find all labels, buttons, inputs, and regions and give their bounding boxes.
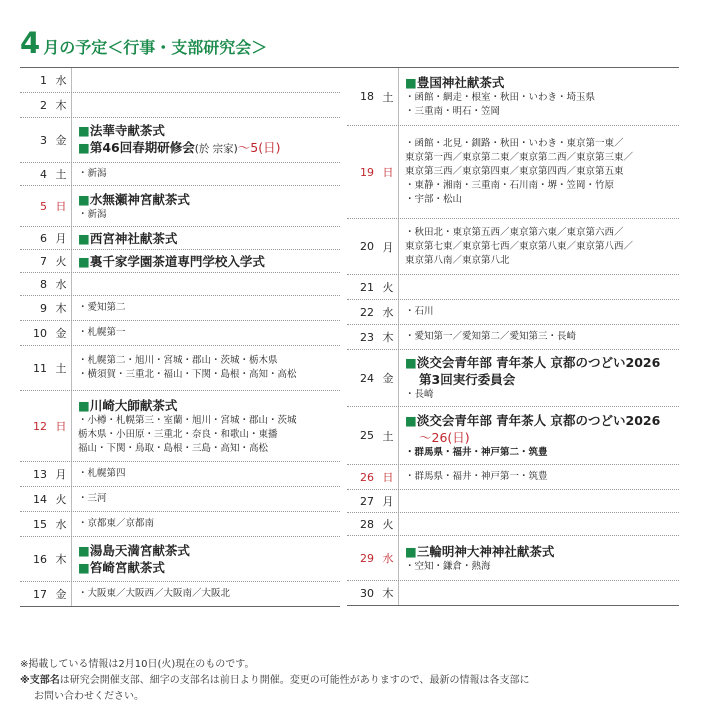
weekday: 日 <box>382 471 394 484</box>
branch-list: ・愛知第二 <box>78 302 126 313</box>
footnote-2-bold: ※支部名 <box>20 675 60 686</box>
weekday: 土 <box>55 168 67 181</box>
event-title <box>405 354 679 371</box>
event-title <box>78 191 340 208</box>
day-number: 26 <box>360 470 374 484</box>
schedule-row <box>20 227 340 250</box>
schedule-row <box>20 250 340 273</box>
weekday: 火 <box>382 281 394 294</box>
day-content <box>398 350 679 406</box>
day-content <box>398 407 679 464</box>
schedule-row <box>20 537 340 582</box>
day-number: 19 <box>360 165 374 179</box>
day-number: 11 <box>33 361 47 375</box>
weekday: 月 <box>382 240 394 254</box>
event-subtitle: 第3回実行委員会 <box>419 372 516 387</box>
event-text: 裏千家学園茶道専門学校入学式 <box>89 253 265 269</box>
green-square-icon: ■ <box>405 412 417 428</box>
page-header <box>20 26 267 66</box>
branch-list: 東京第八南／東京第八北 <box>405 254 510 266</box>
weekday: 木 <box>382 587 394 600</box>
weekday: 水 <box>382 306 394 319</box>
day-number: 5 <box>40 199 47 213</box>
footnote-3: お問い合わせください。 <box>34 691 144 702</box>
schedule-row <box>347 490 679 513</box>
schedule-row <box>347 219 679 275</box>
day-content <box>398 300 679 324</box>
schedule-row <box>347 325 679 350</box>
month-number: 4 <box>20 26 41 60</box>
schedule-row <box>347 350 679 407</box>
branch-list: 栃木県・小田原・三重北・奈良・和歌山・東播 <box>78 428 278 440</box>
weekday: 日 <box>55 200 67 213</box>
event-text: 水無瀬神宮献茶式 <box>89 191 190 207</box>
branch-list: ・大阪東／大阪西／大阪南／大阪北 <box>78 588 231 599</box>
branch-list: 東京第三西／東京第四東／東京第四西／東京第五東 <box>405 166 624 177</box>
day-number: 13 <box>33 467 47 481</box>
event-title <box>78 559 340 576</box>
day-number: 7 <box>40 254 47 268</box>
day-number: 20 <box>360 240 374 253</box>
weekday: 木 <box>55 302 67 315</box>
schedule-row <box>347 581 679 606</box>
schedule-row <box>20 462 340 487</box>
day-number: 21 <box>360 280 374 294</box>
event-title <box>405 74 679 91</box>
schedule-row <box>20 391 340 462</box>
weekday: 火 <box>55 493 67 506</box>
event-text: 淡交会青年部 青年茶人 京都のつどい2026 <box>416 412 661 428</box>
day-content <box>71 346 340 390</box>
branch-list: 福山・下関・鳥取・島根・三島・高知・高松 <box>78 442 269 454</box>
footnote-2-text: は研究会開催支部、細字の支部名は前日より開催。変更の可能性がありますので、最新の情報は各支部に <box>59 675 530 686</box>
branch-list: ・小樽・札幌第三・室蘭・旭川・宮城・郡山・茨城 <box>78 414 297 426</box>
day-content <box>398 513 679 535</box>
footnotes <box>20 657 530 705</box>
day-content <box>71 186 340 226</box>
green-square-icon: ■ <box>78 560 90 575</box>
weekday: 木 <box>55 553 67 566</box>
weekday: 日 <box>55 420 67 433</box>
day-number: 29 <box>360 551 374 565</box>
event-title <box>405 543 679 560</box>
schedule-row <box>347 536 679 581</box>
branch-list: ・東静・湘南・三重南・石川南・堺・笠岡・竹原 <box>405 180 615 191</box>
event-text: 湯島天満宮献茶式 <box>89 543 190 558</box>
branch-list: ・三河 <box>78 493 107 504</box>
weekday: 日 <box>382 166 394 179</box>
event-title <box>78 542 340 559</box>
event-title <box>405 412 679 429</box>
day-content <box>398 490 679 512</box>
weekday: 木 <box>55 99 67 112</box>
green-square-icon: ■ <box>78 543 90 558</box>
day-number: 28 <box>360 517 374 531</box>
day-content <box>398 275 679 299</box>
day-content <box>71 296 340 320</box>
day-content <box>71 163 340 185</box>
branch-list: ・札幌第二・旭川・宮城・郡山・茨城・栃木県 <box>78 355 278 366</box>
schedule-row <box>20 582 340 607</box>
day-number: 6 <box>40 231 47 245</box>
branch-list: ・秋田北・東京第五西／東京第六東／東京第六西／ <box>405 226 624 238</box>
branch-list: ・群馬県・福井・神戸第二・筑豊 <box>405 446 548 458</box>
weekday: 水 <box>55 518 67 531</box>
schedule-row <box>20 487 340 512</box>
weekday: 火 <box>55 255 67 268</box>
branch-list: ・石川 <box>405 306 434 317</box>
branch-list: ・函館・網走・根室・秋田・いわき・埼玉県 <box>405 92 596 103</box>
schedule-row <box>20 346 340 391</box>
day-number: 22 <box>360 305 374 319</box>
event-date-range <box>405 429 679 446</box>
schedule-row <box>347 513 679 536</box>
branch-list: ・新潟 <box>78 208 107 220</box>
schedule-row <box>347 126 679 219</box>
branch-list: ・新潟 <box>78 168 107 179</box>
event-text: 法華寺献茶式 <box>89 123 165 138</box>
event-text: 三輪明神大神神社献茶式 <box>416 543 555 559</box>
day-number: 16 <box>33 552 47 566</box>
day-content <box>398 536 679 580</box>
schedule-right-column <box>347 68 679 606</box>
day-content <box>398 219 679 274</box>
branch-list: 東京第七東／東京第七西／東京第八東／東京第八西／ <box>405 240 634 252</box>
event-title <box>78 230 340 247</box>
day-number: 15 <box>33 517 47 531</box>
green-square-icon: ■ <box>405 75 417 90</box>
green-square-icon: ■ <box>78 397 90 413</box>
branch-list: 東京第一西／東京第二東／東京第二西／東京第三東／ <box>405 152 634 163</box>
weekday: 月 <box>55 468 67 481</box>
day-content <box>398 126 679 218</box>
schedule-row <box>347 68 679 126</box>
event-text: 川崎大師献茶式 <box>89 397 178 413</box>
schedule-row <box>347 465 679 490</box>
green-square-icon: ■ <box>78 230 90 246</box>
weekday: 金 <box>382 372 394 385</box>
schedule-row <box>20 296 340 321</box>
schedule-left-column <box>20 68 340 607</box>
weekday: 金 <box>55 134 67 147</box>
day-content <box>71 582 340 606</box>
branch-list: ・長崎 <box>405 389 434 400</box>
branch-list: ・三重南・明石・笠岡 <box>405 106 501 117</box>
event-title <box>78 122 340 139</box>
branch-list: ・宇部・松山 <box>405 194 463 205</box>
day-content <box>71 487 340 511</box>
day-number: 17 <box>33 587 47 601</box>
event-title <box>78 253 340 270</box>
day-content <box>71 321 340 345</box>
weekday: 金 <box>55 588 67 601</box>
weekday: 月 <box>55 232 67 245</box>
day-content <box>398 68 679 125</box>
day-number: 30 <box>360 586 374 600</box>
weekday: 水 <box>55 278 67 291</box>
day-number: 1 <box>40 73 47 87</box>
event-venue: (於 宗家) <box>194 143 238 155</box>
schedule-row <box>20 321 340 346</box>
event-date-range-text: ～26(日) <box>419 429 470 445</box>
schedule-row <box>20 68 340 93</box>
weekday: 水 <box>382 552 394 565</box>
day-content <box>398 325 679 349</box>
event-date-range: ～5(日) <box>237 140 281 155</box>
weekday: 木 <box>382 331 394 344</box>
day-content <box>71 537 340 581</box>
day-number: 8 <box>40 277 47 291</box>
day-number: 18 <box>360 90 374 103</box>
day-content <box>398 581 679 605</box>
day-number: 4 <box>40 167 47 181</box>
page-title: 月の予定＜行事・支部研究会＞ <box>43 38 268 57</box>
branch-list: ・横須賀・三重北・福山・下関・島根・高知・高松 <box>78 369 297 380</box>
schedule-row <box>20 512 340 537</box>
branch-list: ・京都東／京都南 <box>78 518 155 529</box>
day-content <box>71 512 340 536</box>
day-number: 10 <box>33 326 47 340</box>
day-content <box>71 250 340 272</box>
event-text: 豊国神社献茶式 <box>416 75 505 90</box>
footnote-1: ※掲載している情報は2月10日(火)現在のものです。 <box>20 659 255 670</box>
green-square-icon: ■ <box>78 123 90 138</box>
schedule-row <box>347 407 679 465</box>
day-content <box>71 93 340 117</box>
event-text: 淡交会青年部 青年茶人 京都のつどい2026 <box>416 355 661 370</box>
branch-list: ・群馬県・福井・神戸第一・筑豊 <box>405 471 548 482</box>
schedule-row <box>20 118 340 163</box>
day-content <box>71 273 340 295</box>
branch-list: ・空知・鎌倉・熱海 <box>405 560 491 572</box>
schedule-row <box>20 93 340 118</box>
weekday: 水 <box>55 74 67 87</box>
branch-list: ・札幌第四 <box>78 468 126 479</box>
day-number: 12 <box>33 419 47 433</box>
event-title <box>78 139 340 158</box>
day-content <box>71 462 340 486</box>
day-number: 3 <box>40 133 47 147</box>
weekday: 土 <box>382 90 394 104</box>
event-text: 西宮神社献茶式 <box>89 230 178 246</box>
green-square-icon: ■ <box>78 253 90 269</box>
day-content <box>71 391 340 461</box>
green-square-icon: ■ <box>78 191 90 207</box>
weekday: 金 <box>55 327 67 340</box>
day-number: 27 <box>360 494 374 508</box>
green-square-icon: ■ <box>405 543 417 559</box>
branch-list: ・函館・北見・釧路・秋田・いわき・東京第一東／ <box>405 138 624 149</box>
day-number: 23 <box>360 330 374 344</box>
day-content <box>71 227 340 249</box>
weekday: 月 <box>382 495 394 508</box>
event-title <box>78 397 340 414</box>
day-content <box>71 68 340 92</box>
day-number: 14 <box>33 492 47 506</box>
schedule-row <box>20 273 340 296</box>
event-text: 第46回春期研修会 <box>89 140 195 155</box>
schedule-row <box>347 300 679 325</box>
schedule-row <box>20 186 340 227</box>
day-number: 9 <box>40 301 47 315</box>
weekday: 土 <box>382 429 394 443</box>
weekday: 土 <box>55 362 67 375</box>
green-square-icon: ■ <box>78 140 90 155</box>
schedule-row <box>20 163 340 186</box>
branch-list: ・愛知第一／愛知第二／愛知第三・長崎 <box>405 331 577 342</box>
branch-list: ・札幌第一 <box>78 327 126 338</box>
green-square-icon: ■ <box>405 355 417 370</box>
event-text: 笞崎宮献茶式 <box>89 560 165 575</box>
day-number: 25 <box>360 429 374 442</box>
footnote-2 <box>20 673 530 689</box>
weekday: 火 <box>382 518 394 531</box>
day-number: 24 <box>360 371 374 385</box>
day-content <box>398 465 679 489</box>
day-content <box>71 118 340 162</box>
schedule-row <box>347 275 679 300</box>
day-number: 2 <box>40 98 47 112</box>
